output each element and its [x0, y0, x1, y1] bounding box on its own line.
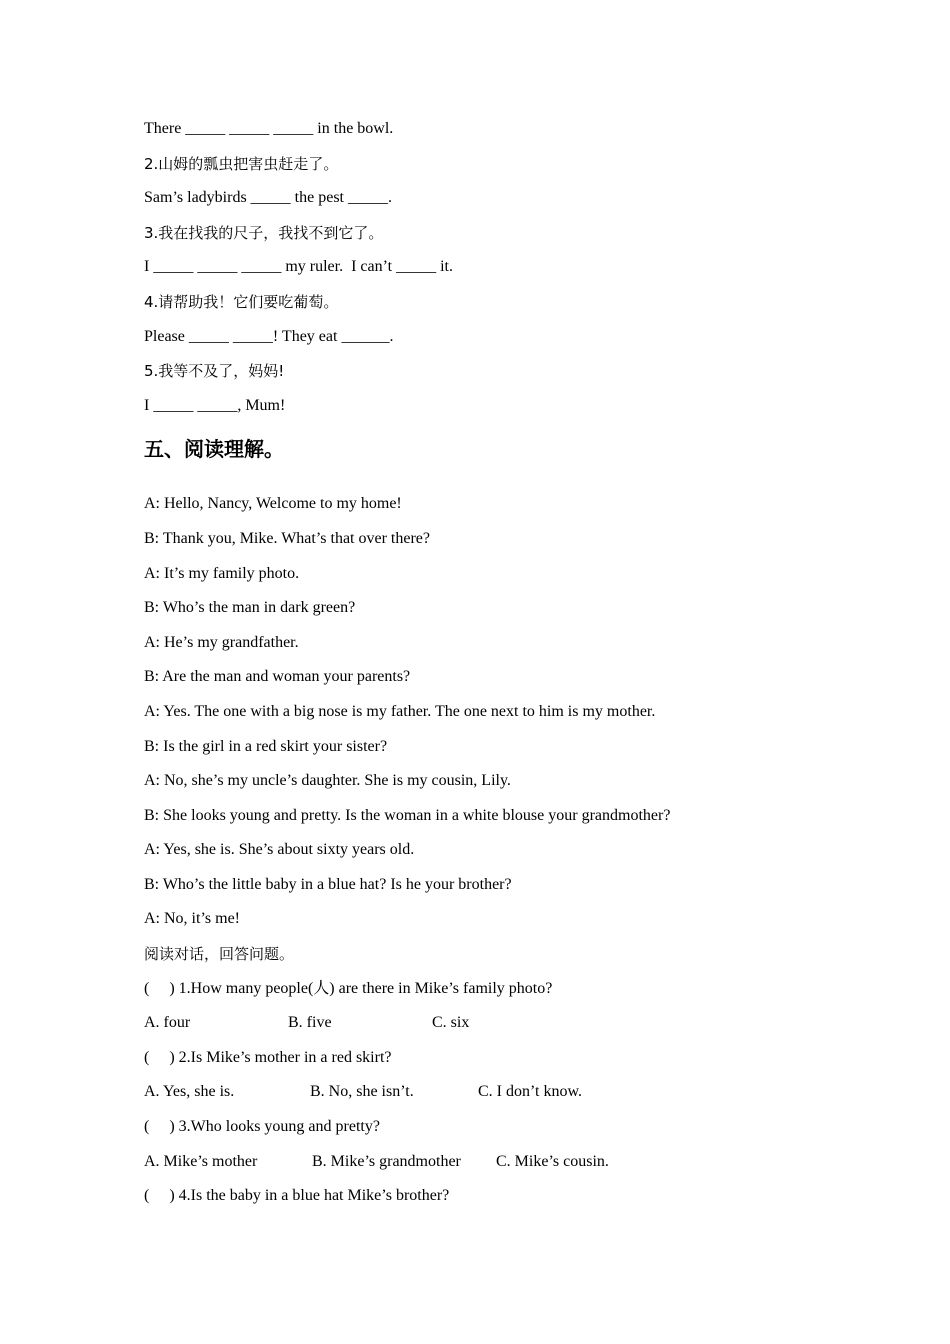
reading-dialogue	[144, 487, 844, 937]
dialogue-line: A: Yes, she is. She’s about sixty years old.	[144, 841, 415, 859]
dialogue-line: B: Is the girl in a red skirt your sister?	[144, 737, 388, 755]
chinese-prompt: 5.我等不及了，妈妈!	[144, 362, 285, 381]
chinese-prompt: 4.请帮助我！它们要吃葡萄。	[144, 292, 339, 311]
chinese-prompt: 3.我在找我的尺子，我找不到它了。	[144, 223, 384, 242]
question-stem: ( ) 4.Is the baby in a blue hat Mike’s brother?	[144, 1187, 450, 1205]
sentence-line: I _____ _____ _____ my ruler. I can’t _____ it.	[144, 258, 453, 276]
option-a: A. Yes, she is.	[144, 1083, 235, 1101]
sentence-line: Please _____ _____! They eat ______.	[144, 327, 394, 345]
option-c: C. I don’t know.	[478, 1083, 582, 1101]
sentence-line: There _____ _____ _____ in the bowl.	[144, 120, 394, 137]
chinese-prompt: 2.山姆的瓢虫把害虫赶走了。	[144, 154, 339, 173]
dialogue-line: A: It’s my family photo.	[144, 564, 300, 582]
sentence-line: I _____ _____, Mum!	[144, 396, 286, 414]
dialogue-line: A: Yes. The one with a big nose is my father. The one next to him is my mother.	[144, 702, 656, 720]
question-list	[144, 972, 844, 1214]
dialogue-line: B: Who’s the little baby in a blue hat? Is he your brother?	[144, 875, 512, 893]
option-b: B. five	[288, 1014, 332, 1032]
answer-options	[144, 1075, 844, 1110]
option-a: A. Mike’s mother	[144, 1152, 258, 1170]
dialogue-line: A: No, it’s me!	[144, 910, 240, 928]
section-5-heading: 五、阅读理解。	[144, 437, 284, 462]
option-c: C. Mike’s cousin.	[496, 1152, 609, 1170]
question-stem: ( ) 3.Who looks young and pretty?	[144, 1118, 380, 1136]
option-b: B. Mike’s grandmother	[312, 1152, 461, 1170]
option-a: A. four	[144, 1014, 191, 1032]
dialogue-line: B: Who’s the man in dark green?	[144, 599, 356, 617]
answer-options	[144, 1145, 844, 1180]
question-stem: ( ) 2.Is Mike’s mother in a red skirt?	[144, 1048, 392, 1066]
dialogue-line: B: Are the man and woman your parents?	[144, 668, 411, 686]
answer-options	[144, 1006, 844, 1041]
option-c: C. six	[432, 1014, 470, 1032]
dialogue-line: A: He’s my grandfather.	[144, 633, 299, 651]
reading-instruction: 阅读对话，回答问题。	[144, 945, 295, 964]
question-stem: ( ) 1.How many people(人) are there in Mike’s family photo?	[144, 979, 553, 997]
sentence-line: Sam’s ladybirds _____ the pest _____.	[144, 189, 392, 207]
worksheet-page	[144, 112, 844, 1214]
section-4-translation	[144, 112, 844, 423]
dialogue-line: A: No, she’s my uncle’s daughter. She is my cousin, Lily.	[144, 772, 511, 790]
dialogue-line: B: Thank you, Mike. What’s that over there?	[144, 529, 431, 547]
option-b: B. No, she isn’t.	[310, 1083, 414, 1101]
dialogue-line: A: Hello, Nancy, Welcome to my home!	[144, 495, 402, 513]
dialogue-line: B: She looks young and pretty. Is the woman in a white blouse your grandmother?	[144, 806, 671, 824]
